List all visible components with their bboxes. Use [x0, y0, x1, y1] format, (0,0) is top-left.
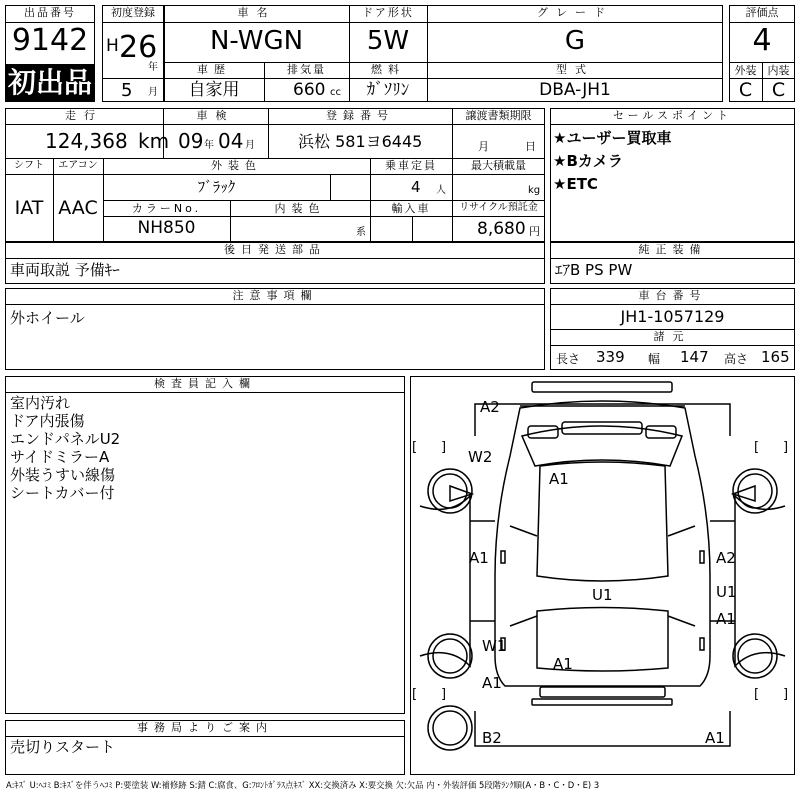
- plate-label: 登録番号: [326, 109, 394, 122]
- capacity-unit: 人: [436, 185, 446, 196]
- shift: IAT: [14, 197, 44, 219]
- first-reg-label: 初度登録: [111, 6, 155, 19]
- reg-year: 26: [119, 30, 158, 65]
- transfer-month-unit: 月: [478, 140, 489, 153]
- ac-label: エアコン: [58, 160, 98, 171]
- reg-year-unit: 年: [148, 62, 158, 73]
- later-parts-label: 後日発送部品: [224, 243, 326, 256]
- bracket-mark: ]: [441, 440, 447, 455]
- fuel-label: 燃料: [371, 63, 405, 76]
- int-color-unit: 系: [356, 227, 366, 238]
- shift-label: シフト: [14, 160, 44, 171]
- inspection-year-unit: 年: [204, 140, 214, 151]
- inspection-year: 09: [178, 129, 204, 153]
- mileage-unit: km: [138, 129, 170, 153]
- interior-grade: C: [771, 79, 786, 101]
- damage-mark: A1: [705, 729, 725, 747]
- damage-mark: A2: [716, 549, 736, 567]
- length-label: 長さ: [556, 352, 581, 366]
- transfer-label: 譲渡書類期限: [465, 109, 532, 122]
- displacement-unit: cc: [330, 87, 341, 98]
- damage-mark: A2: [480, 398, 500, 416]
- inspector-label: 検査員記入欄: [154, 377, 256, 390]
- lot-number-label: 出品番号: [24, 6, 76, 19]
- door-label: ドア形状: [362, 6, 414, 19]
- transfer-day-unit: 日: [525, 140, 536, 153]
- sales-points-label: セールスポイント: [612, 109, 732, 122]
- ext-color: ﾌﾞﾗｯｸ: [197, 178, 236, 196]
- plate-number: 浜松 581ヨ6445: [298, 132, 423, 151]
- genuine-equipment: ｴｱB PS PW: [555, 261, 633, 279]
- fuel: ｶﾞｿﾘﾝ: [366, 80, 410, 100]
- damage-mark: A1: [553, 655, 573, 673]
- bracket-mark: [: [754, 687, 760, 702]
- bracket-mark: ]: [783, 440, 789, 455]
- notes-label: 注意事項欄: [232, 289, 318, 302]
- color-no-label: カラーNo.: [131, 202, 202, 215]
- displacement-label: 排気量: [287, 63, 326, 76]
- inspector-line-1: 室内汚れ: [10, 394, 71, 412]
- door-type: 5W: [366, 26, 410, 56]
- car-name: N-WGN: [209, 26, 304, 56]
- capacity-label: 乗車定員: [385, 159, 437, 172]
- recycle-unit: 円: [529, 225, 540, 238]
- inspection-month-unit: 月: [245, 140, 255, 151]
- exterior-grade: C: [738, 79, 753, 101]
- history: 自家用: [188, 80, 240, 100]
- damage-mark: B2: [482, 729, 502, 747]
- load-label: 最大積載量: [471, 159, 526, 172]
- height-label: 高さ: [724, 352, 749, 366]
- first-listing-badge: 初出品: [5, 64, 95, 102]
- office-note: 売切りスタート: [10, 738, 116, 756]
- sales-point-2: ★Bカメラ: [553, 152, 623, 170]
- height: 165: [761, 348, 790, 366]
- lot-number: 9142: [11, 23, 89, 58]
- damage-mark: A1: [469, 549, 489, 567]
- score-label: 評価点: [745, 6, 779, 19]
- bracket-mark: [: [412, 687, 418, 702]
- recycle-label: リサイクル預託金: [459, 202, 538, 213]
- car-name-label: 車名: [237, 6, 276, 19]
- ac: AAC: [58, 197, 98, 219]
- damage-map-diagram: [410, 376, 795, 775]
- grade: G: [564, 26, 586, 56]
- office-label: 事務局よりご案内: [137, 721, 273, 734]
- damage-mark: U1: [592, 586, 613, 604]
- chassis-label: 車台番号: [638, 289, 707, 302]
- legend: A:ｷｽﾞ U:ﾍｺﾐ B:ｷｽﾞを伴うﾍｺﾐ P:要塗装 W:補修跡 S:錆 C:腐食、G:ﾌﾛﾝﾄｶﾞﾗｽ点ｷｽﾞ XX:交換済み X:要交換 欠:欠品 内・外装評価 5段階ﾗﾝｸ順(A・B・C・D・E) 3: [6, 780, 600, 790]
- model-label: 型式: [556, 63, 594, 76]
- width-label: 幅: [648, 352, 661, 366]
- era-letter: H: [106, 36, 119, 56]
- inspector-line-2: ドア内張傷: [10, 412, 85, 430]
- displacement: 660: [293, 80, 326, 100]
- length: 339: [596, 348, 625, 366]
- interior-label: 内装: [767, 64, 790, 77]
- inspector-line-6: シートカバー付: [10, 484, 115, 502]
- ext-color-label: 外装色: [211, 159, 262, 172]
- damage-mark: A1: [549, 470, 569, 488]
- capacity: 4: [411, 178, 421, 196]
- mileage-label: 走行: [65, 109, 103, 122]
- history-label: 車歴: [197, 63, 231, 76]
- inspector-line-4: サイドミラーA: [10, 448, 110, 466]
- chassis-number: JH1-1057129: [620, 307, 725, 326]
- bracket-mark: [: [754, 440, 760, 455]
- inspection-label: 車検: [196, 109, 235, 122]
- damage-mark: A1: [716, 610, 736, 628]
- inspector-line-5: 外装うすい線傷: [10, 466, 116, 484]
- damage-mark: A1: [482, 674, 502, 692]
- bracket-mark: [: [412, 440, 418, 455]
- sales-point-1: ★ユーザー買取車: [553, 129, 672, 147]
- inspector-line-3: エンドパネルU2: [10, 430, 121, 448]
- recycle: 8,680: [477, 219, 526, 239]
- mileage: 124,368: [45, 129, 128, 153]
- notes: 外ホイール: [10, 309, 85, 327]
- exterior-label: 外装: [734, 64, 757, 77]
- later-parts: 車両取説 予備ｷｰ: [10, 261, 120, 279]
- damage-mark: W1: [482, 637, 507, 655]
- genuine-equipment-label: 純正装備: [638, 243, 707, 256]
- load-unit: kg: [528, 185, 541, 196]
- int-color-label: 内装色: [274, 202, 326, 215]
- grade-label: グレード: [537, 6, 613, 19]
- score: 4: [752, 23, 772, 58]
- color-no: NH850: [137, 218, 196, 238]
- bracket-mark: ]: [783, 687, 789, 702]
- dimensions-label: 諸元: [653, 330, 692, 343]
- import-label: 輸入車: [391, 202, 431, 215]
- sales-point-3: ★ETC: [553, 175, 598, 193]
- bracket-mark: ]: [441, 687, 447, 702]
- reg-month: 5: [121, 80, 133, 101]
- damage-mark: W2: [468, 448, 493, 466]
- model: DBA-JH1: [539, 80, 611, 100]
- reg-month-unit: 月: [148, 87, 158, 98]
- width: 147: [680, 348, 709, 366]
- damage-mark: U1: [716, 583, 737, 601]
- inspection-month: 04: [218, 129, 244, 153]
